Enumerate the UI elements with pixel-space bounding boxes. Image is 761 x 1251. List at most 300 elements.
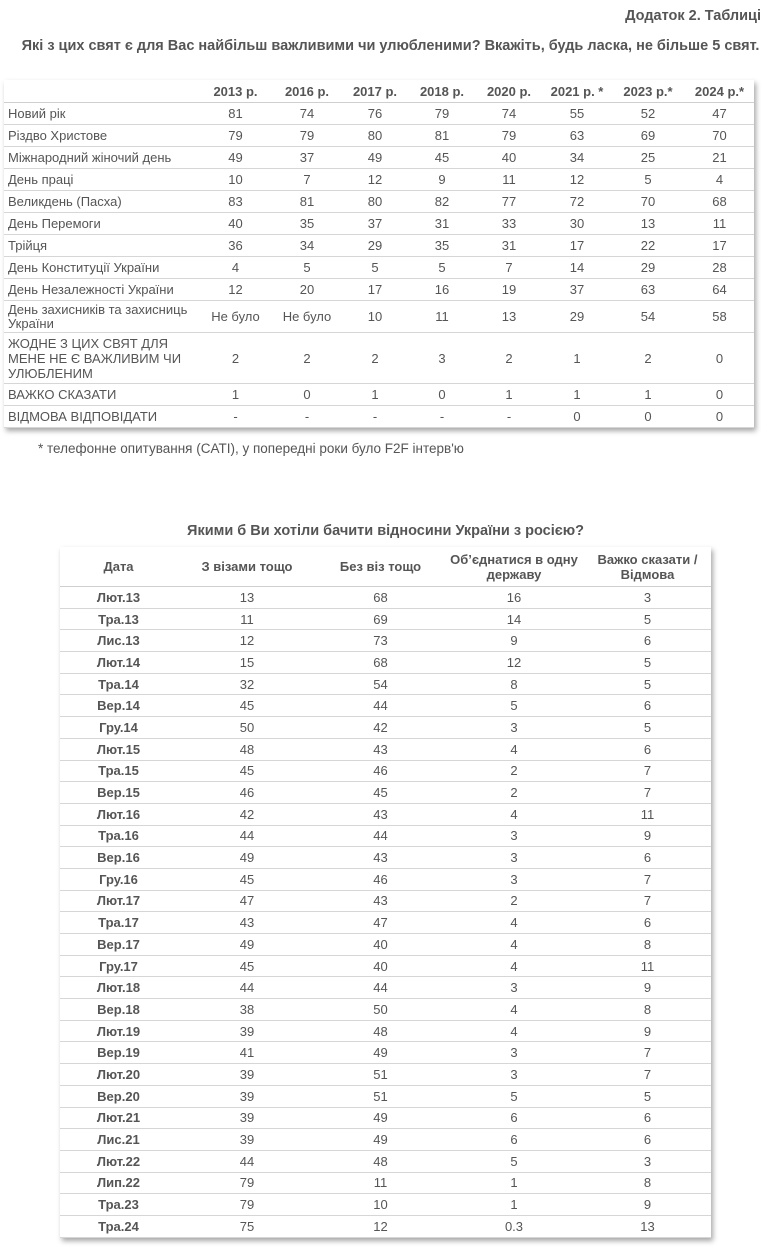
date-cell: Лют.20	[60, 1064, 177, 1086]
value-cell: 5	[584, 673, 711, 695]
value-cell: 5	[444, 1150, 584, 1172]
value-cell: 49	[317, 1042, 444, 1064]
value-cell: 4	[444, 803, 584, 825]
value-cell: 45	[409, 147, 475, 169]
value-cell: 29	[611, 257, 685, 279]
value-cell: 76	[341, 103, 409, 125]
table-row	[4, 191, 754, 213]
value-cell: 44	[317, 695, 444, 717]
value-cell: 39	[177, 1064, 317, 1086]
date-cell: Лют.19	[60, 1020, 177, 1042]
value-cell: 7	[584, 1042, 711, 1064]
date-cell: Лют.18	[60, 977, 177, 999]
header-cell: 2013 р.	[198, 80, 273, 103]
value-cell: 6	[584, 912, 711, 934]
row-label: ВАЖКО СКАЗАТИ	[4, 384, 198, 406]
value-cell: 2	[475, 333, 543, 384]
value-cell: 41	[177, 1042, 317, 1064]
value-cell: 6	[584, 695, 711, 717]
value-cell: 1	[341, 384, 409, 406]
value-cell: 12	[543, 169, 611, 191]
value-cell: 11	[685, 213, 754, 235]
value-cell: 54	[611, 301, 685, 333]
value-cell: 1	[444, 1194, 584, 1216]
value-cell: 6	[584, 1129, 711, 1151]
value-cell: 6	[444, 1107, 584, 1129]
value-cell: 69	[611, 125, 685, 147]
value-cell: 5	[584, 1085, 711, 1107]
value-cell: 37	[543, 279, 611, 301]
value-cell: 81	[273, 191, 341, 213]
value-cell: 8	[584, 1172, 711, 1194]
value-cell: 79	[273, 125, 341, 147]
table-row	[60, 738, 711, 760]
header-cell: 2016 р.	[273, 80, 341, 103]
table-row	[4, 103, 754, 125]
value-cell: 11	[584, 955, 711, 977]
value-cell: 10	[341, 301, 409, 333]
value-cell: 31	[409, 213, 475, 235]
value-cell: 45	[177, 695, 317, 717]
value-cell: 35	[409, 235, 475, 257]
value-cell: 9	[444, 630, 584, 652]
value-cell: 6	[584, 738, 711, 760]
value-cell: 64	[685, 279, 754, 301]
value-cell: 7	[584, 868, 711, 890]
header-cell: 2017 р.	[341, 80, 409, 103]
date-cell: Лют.22	[60, 1150, 177, 1172]
value-cell: 50	[317, 999, 444, 1021]
value-cell: 4	[444, 955, 584, 977]
date-cell: Тра.23	[60, 1194, 177, 1216]
row-label: Великдень (Пасха)	[4, 191, 198, 213]
table-row	[60, 999, 711, 1021]
header-cell: 2023 р.*	[611, 80, 685, 103]
value-cell: 5	[584, 717, 711, 739]
value-cell: 3	[444, 1064, 584, 1086]
table-row	[4, 333, 754, 384]
date-cell: Вер.16	[60, 847, 177, 869]
date-cell: Тра.16	[60, 825, 177, 847]
value-cell: 48	[317, 1150, 444, 1172]
header-cell: 2024 р.*	[685, 80, 754, 103]
value-cell: 72	[543, 191, 611, 213]
value-cell: 9	[584, 825, 711, 847]
footnote: * телефонне опитування (CATI), у попередні роки було F2F інтерв'ю	[38, 441, 464, 456]
value-cell: 40	[317, 934, 444, 956]
table-row	[60, 608, 711, 630]
value-cell: 3	[584, 1150, 711, 1172]
value-cell: 79	[475, 125, 543, 147]
value-cell: 46	[317, 760, 444, 782]
date-cell: Тра.13	[60, 608, 177, 630]
value-cell: 10	[198, 169, 273, 191]
value-cell: 2	[444, 760, 584, 782]
value-cell: 11	[317, 1172, 444, 1194]
table-row	[60, 760, 711, 782]
value-cell: 55	[543, 103, 611, 125]
date-cell: Вер.19	[60, 1042, 177, 1064]
date-cell: Тра.24	[60, 1215, 177, 1237]
table-row	[60, 934, 711, 956]
row-label: Новий рік	[4, 103, 198, 125]
value-cell: 2	[341, 333, 409, 384]
table-row	[60, 825, 711, 847]
value-cell: 44	[177, 977, 317, 999]
row-label: ВІДМОВА ВІДПОВІДАТИ	[4, 406, 198, 428]
table-row	[60, 1194, 711, 1216]
value-cell: 2	[444, 890, 584, 912]
value-cell: 45	[317, 782, 444, 804]
table-row	[60, 868, 711, 890]
row-label: ЖОДНЕ З ЦИХ СВЯТ ДЛЯ МЕНЕ НЕ Є ВАЖЛИВИМ ЧИ УЛЮБЛЕНИМ	[4, 333, 198, 384]
date-cell: Лют.14	[60, 652, 177, 674]
value-cell: 28	[685, 257, 754, 279]
header-cell: 2021 р. *	[543, 80, 611, 103]
value-cell: 50	[177, 717, 317, 739]
table-row	[60, 1042, 711, 1064]
value-cell: 9	[409, 169, 475, 191]
value-cell: 11	[409, 301, 475, 333]
table-row	[60, 912, 711, 934]
value-cell: 39	[177, 1085, 317, 1107]
value-cell: 34	[273, 235, 341, 257]
value-cell: 81	[198, 103, 273, 125]
table-row	[4, 406, 754, 428]
value-cell: 11	[177, 608, 317, 630]
value-cell: 48	[177, 738, 317, 760]
table-row	[4, 235, 754, 257]
value-cell: 3	[444, 1042, 584, 1064]
value-cell: 48	[317, 1020, 444, 1042]
value-cell: 0.3	[444, 1215, 584, 1237]
value-cell: 4	[444, 1020, 584, 1042]
value-cell: 40	[317, 955, 444, 977]
value-cell: 3	[444, 825, 584, 847]
value-cell: 13	[475, 301, 543, 333]
header-cell	[4, 80, 198, 103]
value-cell: 40	[475, 147, 543, 169]
value-cell: 51	[317, 1085, 444, 1107]
value-cell: 2	[198, 333, 273, 384]
table-row	[60, 1150, 711, 1172]
date-cell: Лют.15	[60, 738, 177, 760]
header-cell: Дата	[60, 547, 177, 587]
value-cell: 1	[444, 1172, 584, 1194]
value-cell: 37	[273, 147, 341, 169]
value-cell: 75	[177, 1215, 317, 1237]
value-cell: 3	[444, 868, 584, 890]
value-cell: 63	[611, 279, 685, 301]
value-cell: 1	[475, 384, 543, 406]
value-cell: 45	[177, 760, 317, 782]
date-cell: Тра.17	[60, 912, 177, 934]
value-cell: 2	[273, 333, 341, 384]
value-cell: Не було	[198, 301, 273, 333]
value-cell: 80	[341, 191, 409, 213]
value-cell: 68	[317, 587, 444, 609]
table-row	[60, 977, 711, 999]
date-cell: Вер.17	[60, 934, 177, 956]
value-cell: 70	[611, 191, 685, 213]
value-cell: 4	[198, 257, 273, 279]
value-cell: 32	[177, 673, 317, 695]
value-cell: 49	[341, 147, 409, 169]
value-cell: 3	[444, 977, 584, 999]
value-cell: 14	[444, 608, 584, 630]
value-cell: Не було	[273, 301, 341, 333]
value-cell: 79	[177, 1194, 317, 1216]
value-cell: -	[475, 406, 543, 428]
header-cell: Важко сказати / Відмова	[584, 547, 711, 587]
value-cell: 8	[584, 934, 711, 956]
table-row	[60, 782, 711, 804]
value-cell: 63	[543, 125, 611, 147]
value-cell: 0	[409, 384, 475, 406]
value-cell: 9	[584, 1020, 711, 1042]
row-label: День Конституції України	[4, 257, 198, 279]
value-cell: 7	[584, 890, 711, 912]
table1-question: Які з цих свят є для Вас найбільш важливими чи улюбленими? Вкажіть, будь ласка, не більше 5 свят.	[21, 38, 760, 54]
value-cell: 17	[685, 235, 754, 257]
value-cell: 10	[317, 1194, 444, 1216]
table-row	[4, 301, 754, 333]
value-cell: 4	[444, 738, 584, 760]
value-cell: 12	[317, 1215, 444, 1237]
value-cell: 74	[475, 103, 543, 125]
date-cell: Вер.18	[60, 999, 177, 1021]
value-cell: 5	[341, 257, 409, 279]
date-cell: Тра.15	[60, 760, 177, 782]
date-cell: Тра.14	[60, 673, 177, 695]
row-label: Різдво Христове	[4, 125, 198, 147]
value-cell: 43	[317, 803, 444, 825]
value-cell: 54	[317, 673, 444, 695]
value-cell: 30	[543, 213, 611, 235]
value-cell: 3	[584, 587, 711, 609]
row-label: Трійця	[4, 235, 198, 257]
value-cell: 45	[177, 955, 317, 977]
table-row	[4, 147, 754, 169]
value-cell: 39	[177, 1129, 317, 1151]
value-cell: 45	[177, 868, 317, 890]
value-cell: 5	[444, 695, 584, 717]
value-cell: 40	[198, 213, 273, 235]
value-cell: 49	[317, 1107, 444, 1129]
value-cell: 43	[177, 912, 317, 934]
table-row	[4, 279, 754, 301]
value-cell: 39	[177, 1107, 317, 1129]
value-cell: 29	[543, 301, 611, 333]
value-cell: 17	[341, 279, 409, 301]
value-cell: 68	[685, 191, 754, 213]
table-row	[60, 587, 711, 609]
value-cell: 44	[177, 1150, 317, 1172]
value-cell: 20	[273, 279, 341, 301]
value-cell: 1	[198, 384, 273, 406]
value-cell: 1	[543, 333, 611, 384]
value-cell: 43	[317, 890, 444, 912]
value-cell: 39	[177, 1020, 317, 1042]
value-cell: 12	[444, 652, 584, 674]
value-cell: 12	[341, 169, 409, 191]
value-cell: 19	[475, 279, 543, 301]
row-label: День Перемоги	[4, 213, 198, 235]
value-cell: 5	[611, 169, 685, 191]
date-cell: Вер.14	[60, 695, 177, 717]
value-cell: 5	[584, 608, 711, 630]
value-cell: 79	[198, 125, 273, 147]
value-cell: 49	[177, 847, 317, 869]
value-cell: 12	[177, 630, 317, 652]
row-label: День праці	[4, 169, 198, 191]
table-row	[60, 803, 711, 825]
table-row	[60, 630, 711, 652]
date-cell: Лют.13	[60, 587, 177, 609]
date-cell: Лис.21	[60, 1129, 177, 1151]
value-cell: 7	[475, 257, 543, 279]
value-cell: 7	[584, 760, 711, 782]
value-cell: 38	[177, 999, 317, 1021]
value-cell: 46	[317, 868, 444, 890]
value-cell: 7	[273, 169, 341, 191]
date-cell: Вер.15	[60, 782, 177, 804]
relations-table-container	[60, 547, 711, 1238]
value-cell: 6	[584, 847, 711, 869]
value-cell: -	[409, 406, 475, 428]
value-cell: 0	[543, 406, 611, 428]
value-cell: 9	[584, 1194, 711, 1216]
table-row	[60, 1085, 711, 1107]
value-cell: 46	[177, 782, 317, 804]
holidays-table-container	[4, 80, 754, 428]
value-cell: 21	[685, 147, 754, 169]
header-cell: З візами тощо	[177, 547, 317, 587]
value-cell: 22	[611, 235, 685, 257]
value-cell: 4	[444, 934, 584, 956]
value-cell: 42	[317, 717, 444, 739]
value-cell: 11	[584, 803, 711, 825]
value-cell: 9	[584, 977, 711, 999]
date-cell: Лис.13	[60, 630, 177, 652]
value-cell: 13	[584, 1215, 711, 1237]
value-cell: 3	[409, 333, 475, 384]
table-row	[60, 1129, 711, 1151]
date-cell: Гру.14	[60, 717, 177, 739]
header-cell: 2020 р.	[475, 80, 543, 103]
value-cell: 17	[543, 235, 611, 257]
value-cell: 1	[543, 384, 611, 406]
table-row	[60, 890, 711, 912]
table-row	[60, 717, 711, 739]
table-row	[60, 1215, 711, 1237]
table-row	[60, 695, 711, 717]
table-row	[60, 847, 711, 869]
relations-table	[60, 547, 711, 1238]
header-cell: Об’єднатися в одну державу	[444, 547, 584, 587]
value-cell: 33	[475, 213, 543, 235]
value-cell: 68	[317, 652, 444, 674]
value-cell: 29	[341, 235, 409, 257]
table-row	[60, 1020, 711, 1042]
value-cell: 49	[177, 934, 317, 956]
value-cell: 7	[584, 782, 711, 804]
value-cell: 13	[611, 213, 685, 235]
value-cell: 70	[685, 125, 754, 147]
value-cell: 43	[317, 738, 444, 760]
value-cell: 16	[444, 587, 584, 609]
value-cell: 16	[409, 279, 475, 301]
value-cell: 6	[444, 1129, 584, 1151]
date-cell: Вер.20	[60, 1085, 177, 1107]
value-cell: 51	[317, 1064, 444, 1086]
value-cell: 36	[198, 235, 273, 257]
value-cell: 4	[444, 912, 584, 934]
value-cell: 44	[177, 825, 317, 847]
date-cell: Лип.22	[60, 1172, 177, 1194]
table-row	[4, 213, 754, 235]
value-cell: 44	[317, 825, 444, 847]
table-row	[60, 1107, 711, 1129]
value-cell: 13	[177, 587, 317, 609]
row-label: День Незалежності України	[4, 279, 198, 301]
table-row	[60, 673, 711, 695]
value-cell: 49	[317, 1129, 444, 1151]
value-cell: 69	[317, 608, 444, 630]
annex-title: Додаток 2. Таблиці	[625, 8, 761, 24]
row-label: Міжнародний жіночий день	[4, 147, 198, 169]
holidays-table	[4, 80, 754, 428]
value-cell: 0	[685, 333, 754, 384]
value-cell: 8	[444, 673, 584, 695]
value-cell: 0	[685, 406, 754, 428]
value-cell: 0	[273, 384, 341, 406]
row-label: День захисників та захисниць України	[4, 301, 198, 333]
value-cell: 81	[409, 125, 475, 147]
value-cell: 3	[444, 717, 584, 739]
value-cell: 5	[444, 1085, 584, 1107]
value-cell: 74	[273, 103, 341, 125]
table-row	[4, 125, 754, 147]
value-cell: 34	[543, 147, 611, 169]
value-cell: 6	[584, 1107, 711, 1129]
value-cell: 31	[475, 235, 543, 257]
value-cell: 14	[543, 257, 611, 279]
table2-question: Якими б Ви хотіли бачити відносини України з росією?	[187, 523, 584, 539]
value-cell: 37	[341, 213, 409, 235]
header-cell: Без віз тощо	[317, 547, 444, 587]
value-cell: 12	[198, 279, 273, 301]
date-cell: Лют.21	[60, 1107, 177, 1129]
relations-table-header	[60, 547, 711, 587]
value-cell: 3	[444, 847, 584, 869]
value-cell: 7	[584, 1064, 711, 1086]
table-row	[4, 257, 754, 279]
value-cell: 43	[317, 847, 444, 869]
value-cell: 80	[341, 125, 409, 147]
value-cell: -	[198, 406, 273, 428]
value-cell: -	[273, 406, 341, 428]
value-cell: 77	[475, 191, 543, 213]
value-cell: 6	[584, 630, 711, 652]
value-cell: 11	[475, 169, 543, 191]
value-cell: 58	[685, 301, 754, 333]
value-cell: 47	[177, 890, 317, 912]
value-cell: 79	[177, 1172, 317, 1194]
date-cell: Лют.16	[60, 803, 177, 825]
value-cell: 5	[584, 652, 711, 674]
table-row	[60, 652, 711, 674]
